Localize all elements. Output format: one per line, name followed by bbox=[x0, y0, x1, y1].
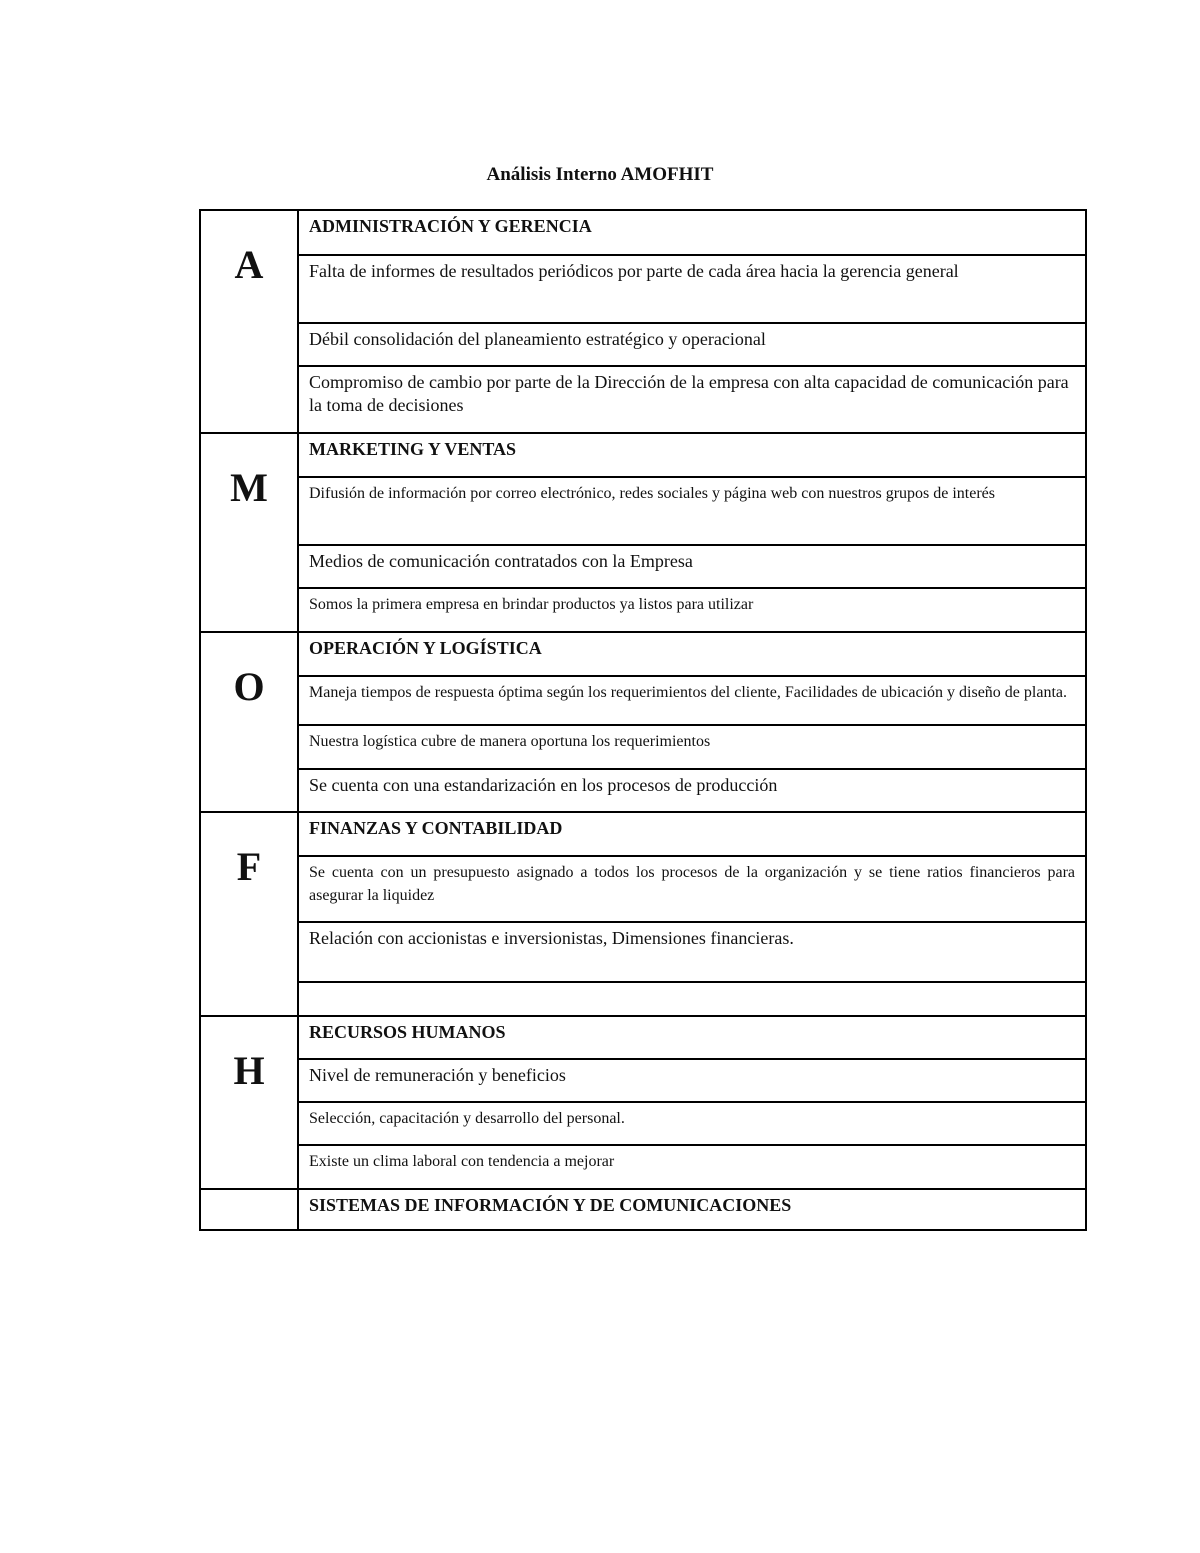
section-letter-h: H bbox=[200, 1016, 298, 1189]
section-item: Maneja tiempos de respuesta óptima según los requerimientos del cliente, Facilidades de ubicación y diseño de planta. bbox=[298, 676, 1086, 725]
section-row-o bbox=[200, 632, 1086, 676]
section-item: Somos la primera empresa en brindar productos ya listos para utilizar bbox=[298, 588, 1086, 632]
section-letter-o: O bbox=[200, 632, 298, 812]
section-heading-m: MARKETING Y VENTAS bbox=[298, 433, 1086, 477]
amofhit-table bbox=[199, 209, 1087, 1231]
section-letter-a: A bbox=[200, 210, 298, 433]
section-row-i bbox=[200, 1189, 1086, 1230]
section-item: Existe un clima laboral con tendencia a mejorar bbox=[298, 1145, 1086, 1189]
section-heading-h: RECURSOS HUMANOS bbox=[298, 1016, 1086, 1059]
section-heading-a: ADMINISTRACIÓN Y GERENCIA bbox=[298, 210, 1086, 255]
section-item: Débil consolidación del planeamiento estratégico y operacional bbox=[298, 323, 1086, 366]
section-item: Compromiso de cambio por parte de la Dirección de la empresa con alta capacidad de comunicación para la toma de decisiones bbox=[298, 366, 1086, 433]
section-item: Medios de comunicación contratados con la Empresa bbox=[298, 545, 1086, 588]
section-row-m bbox=[200, 433, 1086, 477]
document-title: Análisis Interno AMOFHIT bbox=[486, 164, 714, 185]
section-item: Se cuenta con una estandarización en los procesos de producción bbox=[298, 769, 1086, 812]
section-item: Nuestra logística cubre de manera oportuna los requerimientos bbox=[298, 725, 1086, 769]
section-item: Se cuenta con un presupuesto asignado a todos los procesos de la organización y se tiene ratios financieros para asegurar la liquidez bbox=[298, 856, 1086, 922]
section-item: Falta de informes de resultados periódicos por parte de cada área hacia la gerencia general bbox=[298, 255, 1086, 323]
section-row-f bbox=[200, 812, 1086, 856]
section-letter-f: F bbox=[200, 812, 298, 1016]
section-heading-i: SISTEMAS DE INFORMACIÓN Y DE COMUNICACIONES bbox=[298, 1189, 1086, 1230]
section-heading-o: OPERACIÓN Y LOGÍSTICA bbox=[298, 632, 1086, 676]
section-item-empty bbox=[298, 982, 1086, 1016]
section-letter-i bbox=[200, 1189, 298, 1230]
section-item: Selección, capacitación y desarrollo del personal. bbox=[298, 1102, 1086, 1145]
section-item: Nivel de remuneración y beneficios bbox=[298, 1059, 1086, 1102]
section-row-a bbox=[200, 210, 1086, 255]
section-item: Difusión de información por correo electrónico, redes sociales y página web con nuestros grupos de interés bbox=[298, 477, 1086, 545]
section-row-h bbox=[200, 1016, 1086, 1059]
section-letter-m: M bbox=[200, 433, 298, 632]
section-item: Relación con accionistas e inversionistas, Dimensiones financieras. bbox=[298, 922, 1086, 982]
section-heading-f: FINANZAS Y CONTABILIDAD bbox=[298, 812, 1086, 856]
